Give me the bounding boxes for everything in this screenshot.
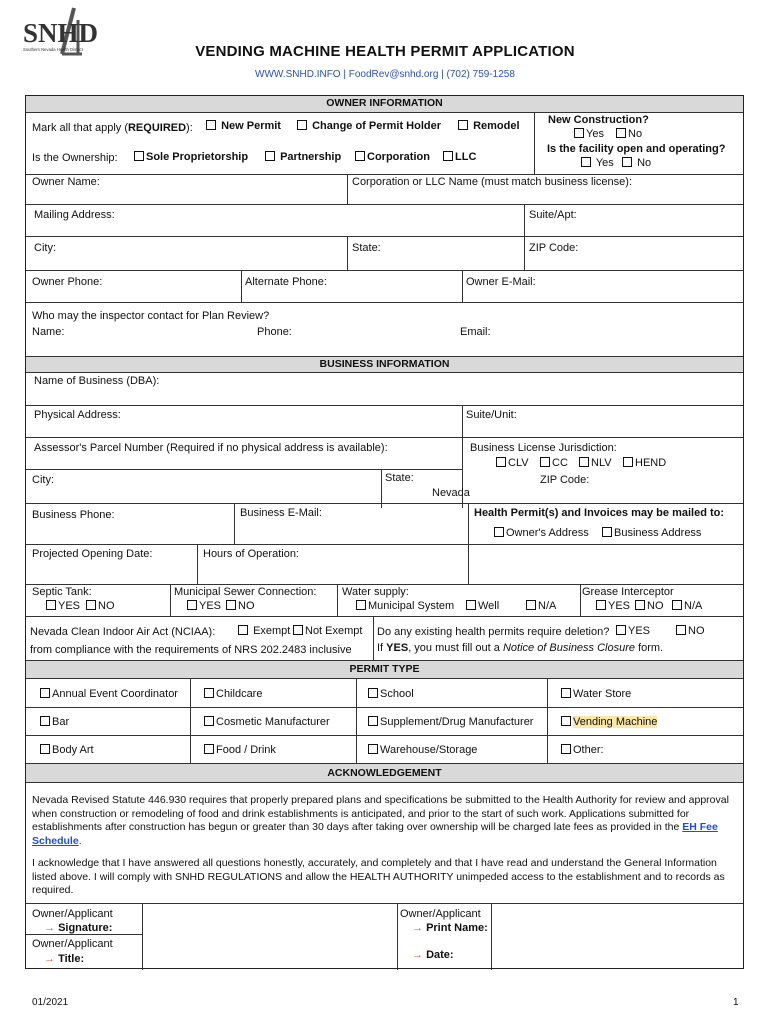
permit-other[interactable]: Other: [561,744,604,756]
nrs-compliance-text: from compliance with the requirements of NRS 202.2483 inclusive [30,644,352,656]
well-checkbox[interactable] [466,600,476,610]
owner-zip-field[interactable]: ZIP Code: [529,242,579,254]
owner-city-field[interactable]: City: [34,242,56,254]
permit-supplement-drug-manufacturer[interactable]: Supplement/Drug Manufacturer [368,716,533,728]
permit-type-section-header: PERMIT TYPE [26,661,743,678]
warehouse-checkbox[interactable] [368,744,378,754]
acknowledgement-statement: I acknowledge that I have answered all questions honestly, accurately, and completely and that I have read and understand the General Information listed above. I will comply with SNHD REGULATIONS and allow the HEALTH AUTHORITY unimpeded access to the establishment and to records as required. [32,857,725,896]
body-art-checkbox[interactable] [40,744,50,754]
deletion-yes-checkbox[interactable] [616,625,626,635]
childcare-checkbox[interactable] [204,688,214,698]
septic-yes-checkbox[interactable] [46,600,56,610]
food-drink-checkbox[interactable] [204,744,214,754]
llc-checkbox[interactable] [443,151,453,161]
alternate-phone-field[interactable]: Alternate Phone: [245,276,327,288]
permit-warehouse-storage[interactable]: Warehouse/Storage [368,744,477,756]
grease-na-checkbox[interactable] [672,600,682,610]
signature-field[interactable] [143,904,396,969]
business-email-field[interactable]: Business E-Mail: [240,507,322,519]
jurisdiction-hend[interactable]: HEND [623,457,666,469]
permit-annual-event-coordinator[interactable]: Annual Event Coordinator [40,688,178,700]
hours-field[interactable]: Hours of Operation: [203,548,299,560]
title-label: → Title: [44,953,85,965]
owners-address-option[interactable]: Owner's Address [494,527,589,539]
change-holder-checkbox[interactable] [297,120,307,130]
new-construction-yes-checkbox[interactable] [574,128,584,138]
municipal-system-checkbox[interactable] [356,600,366,610]
new-permit-option[interactable]: New Permit [206,120,281,132]
page-number: 1 [733,997,739,1008]
signature-owner-applicant-label: Owner/Applicant [32,908,113,920]
remodel-checkbox[interactable] [458,120,468,130]
facility-open-no-checkbox[interactable] [622,157,632,167]
acknowledgement-section-header: ACKNOWLEDGEMENT [26,764,743,782]
bar-checkbox[interactable] [40,716,50,726]
facility-open-no[interactable]: No [622,157,651,169]
new-construction-no[interactable]: No [616,128,642,140]
opening-date-field[interactable]: Projected Opening Date: [32,548,153,560]
business-state-field[interactable]: State: [385,472,414,484]
annual-event-checkbox[interactable] [40,688,50,698]
permit-childcare[interactable]: Childcare [204,688,262,700]
business-city-field[interactable]: City: [32,474,54,486]
owner-section-header: OWNER INFORMATION [26,96,743,112]
grease-yes-checkbox[interactable] [596,600,606,610]
suite-apt-field[interactable]: Suite/Apt: [529,209,577,221]
revision-date: 01/2021 [32,997,69,1008]
new-construction-question: New Construction? [548,114,649,126]
septic-no-checkbox[interactable] [86,600,96,610]
permit-bar[interactable]: Bar [40,716,69,728]
sewer-yes-checkbox[interactable] [187,600,197,610]
permit-vending-machine[interactable]: Vending Machine [561,716,657,728]
hend-checkbox[interactable] [623,457,633,467]
owner-state-field[interactable]: State: [352,242,381,254]
license-jurisdiction-label: Business License Jurisdiction: [470,442,617,454]
permit-body-art[interactable]: Body Art [40,744,94,756]
new-construction-yes[interactable]: Yes [574,128,604,140]
exempt-checkbox[interactable] [238,625,248,635]
mailed-to-label: Health Permit(s) and Invoices may be mailed to: [474,507,725,519]
print-name-owner-applicant-label: Owner/Applicant [400,908,481,920]
ownership-label: Is the Ownership: [32,152,118,164]
sole-checkbox[interactable] [134,151,144,161]
not-exempt-checkbox[interactable] [293,625,303,635]
logo-wordmark: SNHD [23,18,99,48]
new-construction-no-checkbox[interactable] [616,128,626,138]
new-permit-checkbox[interactable] [206,120,216,130]
grease-no-checkbox[interactable] [635,600,645,610]
well-option[interactable]: Well [466,600,499,612]
sewer-yes[interactable]: YES [187,600,221,612]
print-name-field[interactable] [492,904,744,937]
title-owner-applicant-label: Owner/Applicant [32,938,113,950]
permit-water-store[interactable]: Water Store [561,688,631,700]
jurisdiction-clv[interactable]: CLV [496,457,529,469]
business-closure-note: If YES, you must fill out a Notice of Business Closure form. [377,642,664,654]
business-address-option[interactable]: Business Address [602,527,701,539]
jurisdiction-cc[interactable]: CC [540,457,568,469]
nlv-checkbox[interactable] [579,457,589,467]
partnership-checkbox[interactable] [265,151,275,161]
print-name-label: → Print Name: [412,922,488,934]
permit-school[interactable]: School [368,688,414,700]
facility-open-yes-checkbox[interactable] [581,157,591,167]
cc-checkbox[interactable] [540,457,550,467]
business-phone-field[interactable]: Business Phone: [32,509,115,521]
owner-name-field[interactable]: Owner Name: [32,176,100,188]
sole-proprietorship-option[interactable]: Sole Proprietorship [134,151,248,163]
eh-fee-schedule-link[interactable]: EH Fee Schedule [32,821,718,847]
remodel-option[interactable]: Remodel [458,120,520,132]
water-na-option[interactable]: N/A [526,600,556,612]
nrs-statement: Nevada Revised Statute 446.930 requires that properly prepared plans and specifications be submitted to the Health Authority for review and approval when construction or remodeling of food and drink establishments is anticipated, and prior to the start of such work. Applications submitted for establishments after construction has begun or greater than 30 days after taking over ownership will be charged late fees as provided in the EH Fee Schedule. [32,794,729,847]
date-label: → Date: [412,949,454,961]
partnership-option[interactable]: Partnership [265,151,341,163]
nciaa-not-exempt[interactable]: Not Exempt [293,625,362,637]
deletion-yes[interactable]: YES [616,625,650,637]
septic-label: Septic Tank: [32,586,92,598]
nciaa-exempt[interactable]: Exempt [238,625,290,637]
business-address-checkbox[interactable] [602,527,612,537]
inspector-name-field[interactable]: Name: [32,326,65,338]
grease-yes[interactable]: YES [596,600,630,612]
change-holder-option[interactable]: Change of Permit Holder [297,120,441,132]
corporation-option[interactable]: Corporation [355,151,430,163]
supplement-checkbox[interactable] [368,716,378,726]
water-store-checkbox[interactable] [561,688,571,698]
corp-name-field[interactable]: Corporation or LLC Name (must match business license): [352,176,633,188]
grease-interceptor-label: Grease Interceptor [582,586,674,598]
mailing-address-field[interactable]: Mailing Address: [34,209,115,221]
business-section-header: BUSINESS INFORMATION [26,357,743,372]
owners-address-checkbox[interactable] [494,527,504,537]
sewer-no-checkbox[interactable] [226,600,236,610]
sewer-no[interactable]: NO [226,600,255,612]
physical-address-field[interactable]: Physical Address: [34,409,121,421]
llc-option[interactable]: LLC [443,151,476,163]
business-zip-field[interactable]: ZIP Code: [540,474,590,486]
inspector-email-field[interactable]: Email: [460,326,491,338]
municipal-system-option[interactable]: Municipal System [356,600,454,612]
application-form [25,95,744,969]
signature-label: → Signature: [44,922,113,934]
nciaa-label: Nevada Clean Indoor Air Act (NCIAA): [30,626,216,638]
sewer-label: Municipal Sewer Connection: [174,586,317,598]
business-state-value: Nevada [432,487,470,499]
grease-no[interactable]: NO [635,600,664,612]
grease-na[interactable]: N/A [672,600,702,612]
water-supply-label: Water supply: [342,586,409,598]
septic-yes[interactable]: YES [46,600,80,612]
permit-cosmetic-manufacturer[interactable]: Cosmetic Manufacturer [204,716,330,728]
owner-email-field[interactable]: Owner E-Mail: [466,276,536,288]
permit-food-drink[interactable]: Food / Drink [204,744,276,756]
facility-open-question: Is the facility open and operating? [547,143,726,155]
date-field[interactable] [492,938,744,969]
owner-phone-field[interactable]: Owner Phone: [32,276,103,288]
inspector-phone-field[interactable]: Phone: [257,326,292,338]
suite-unit-field[interactable]: Suite/Unit: [466,409,517,421]
clv-checkbox[interactable] [496,457,506,467]
deletion-no-checkbox[interactable] [676,625,686,635]
cosmetic-checkbox[interactable] [204,716,214,726]
page-title: VENDING MACHINE HEALTH PERMIT APPLICATION [195,43,575,60]
mark-all-label: Mark all that apply (REQUIRED): [32,122,193,134]
logo-subtext: Southern Nevada Health District [23,47,83,52]
facility-open-yes[interactable]: Yes [581,157,614,169]
school-checkbox[interactable] [368,688,378,698]
parcel-number-field[interactable]: Assessor's Parcel Number (Required if no physical address is available): [34,442,388,454]
vending-machine-checkbox[interactable] [561,716,571,726]
deletion-no[interactable]: NO [676,625,705,637]
other-checkbox[interactable] [561,744,571,754]
contact-line[interactable]: WWW.SNHD.INFO | FoodRev@snhd.org | (702) 759-1258 [255,69,515,80]
inspector-contact-question: Who may the inspector contact for Plan Review? [32,310,270,322]
water-na-checkbox[interactable] [526,600,536,610]
jurisdiction-nlv[interactable]: NLV [579,457,612,469]
dba-field[interactable]: Name of Business (DBA): [34,375,160,387]
septic-no[interactable]: NO [86,600,115,612]
corporation-checkbox[interactable] [355,151,365,161]
permit-deletion-question: Do any existing health permits require deletion? [377,626,610,638]
